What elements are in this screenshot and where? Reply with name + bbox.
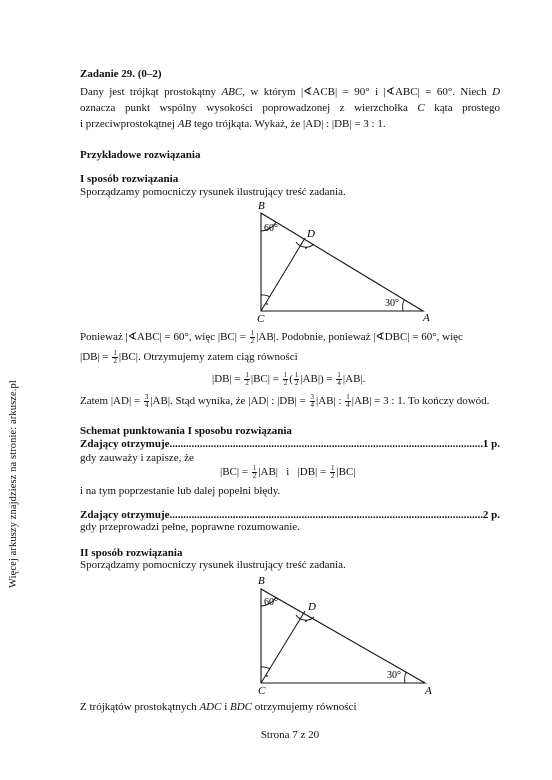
method2-heading: II sposób rozwiązania: [80, 547, 183, 559]
examples-heading: Przykładowe rozwiązania: [80, 149, 201, 161]
method1-line-1: Ponieważ |∢ABC| = 60°, więc |BC| = $\frac{1}{2}$ |AB|. Podobnie, ponieważ |∢DBC| = 60°, więc: [80, 329, 463, 345]
figure2-label-b: B: [258, 575, 265, 587]
task-line-2: oznacza punkt wspólny wysokości poprowadzonej z wierzchołka C kąta prostego: [80, 102, 501, 114]
method2-intro: Sporządzamy pomocniczy rysunek ilustrujący treść zadania.: [80, 559, 346, 571]
scoring-row-1-desc: gdy zauważy i zapisze, że: [80, 452, 194, 464]
triangle-figure-2: [240, 574, 440, 698]
figure1-label-b: B: [258, 200, 265, 212]
side-watermark-text: Więcej arkuszy znajdziesz na stronie: arkusze.pl: [8, 380, 19, 588]
task-title: Zadanie 29. (0–2): [80, 68, 162, 80]
figure1-label-c: C: [257, 313, 265, 322]
scoring-row-1-after: i na tym poprzestanie lub dalej popełni błędy.: [80, 485, 281, 497]
scoring-row-2-desc: gdy przeprowadzi pełne, poprawne rozumowanie.: [80, 521, 300, 533]
scoring-formulas: |BC| = $\frac{1}{2}$ |AB| i |DB| = $\frac{1}{2}$ |BC|: [220, 464, 356, 480]
figure2-label-a: A: [425, 685, 432, 697]
method1-heading: I sposób rozwiązania: [80, 173, 179, 185]
figure1-label-a: A: [423, 312, 430, 322]
page-footer: Strona 7 z 20: [260, 729, 320, 741]
method2-tail: Z trójkątów prostokątnych ADC i BDC otrzymujemy równości: [80, 701, 357, 713]
figure2-label-d: D: [308, 601, 316, 613]
figure2-angle-b: 60°: [264, 597, 278, 608]
scoring-row-1: Zdający otrzymuje ..... 1 p.: [80, 437, 500, 451]
figure1-angle-a: 30°: [385, 298, 399, 309]
scoring-row-2: Zdający otrzymuje ..... 2 p.: [80, 508, 500, 522]
figure2-label-c: C: [258, 685, 266, 697]
triangle-figure-1: [240, 198, 440, 322]
method1-line-3: Zatem |AD| = $\frac{3}{4}$ |AB|. Stąd wynika, że |AD| : |DB| = $\frac{3}{4}$ |AB| : $\frac{1}{4}$ |AB| = 3 : 1. To kończy dowód.: [80, 393, 490, 409]
task-line-3: i przeciwprostokątnej AB tego trójkąta. Wykaż, że |AD| : |DB| = 3 : 1.: [80, 118, 386, 130]
task-line-1: Dany jest trójkąt prostokątny ABC, w którym |∢ACB| = 90° i |∢ABC| = 60°. Niech D: [80, 86, 501, 98]
figure2-angle-a: 30°: [387, 670, 401, 681]
method1-equation: |DB| = $\frac{1}{2}$ |BC| = $\frac{1}{2}$ ( $\frac{1}{2}$ |AB|) = $\frac{1}{4}$ |AB|.: [212, 371, 366, 387]
scoring-heading: Schemat punktowania I sposobu rozwiązania: [80, 425, 292, 437]
figure1-angle-b: 60°: [264, 223, 278, 234]
figure1-label-d: D: [307, 228, 315, 240]
method1-line-2: |DB| = $\frac{1}{2}$ |BC|. Otrzymujemy zatem ciąg równości: [80, 349, 298, 365]
method1-intro: Sporządzamy pomocniczy rysunek ilustrujący treść zadania.: [80, 186, 346, 198]
